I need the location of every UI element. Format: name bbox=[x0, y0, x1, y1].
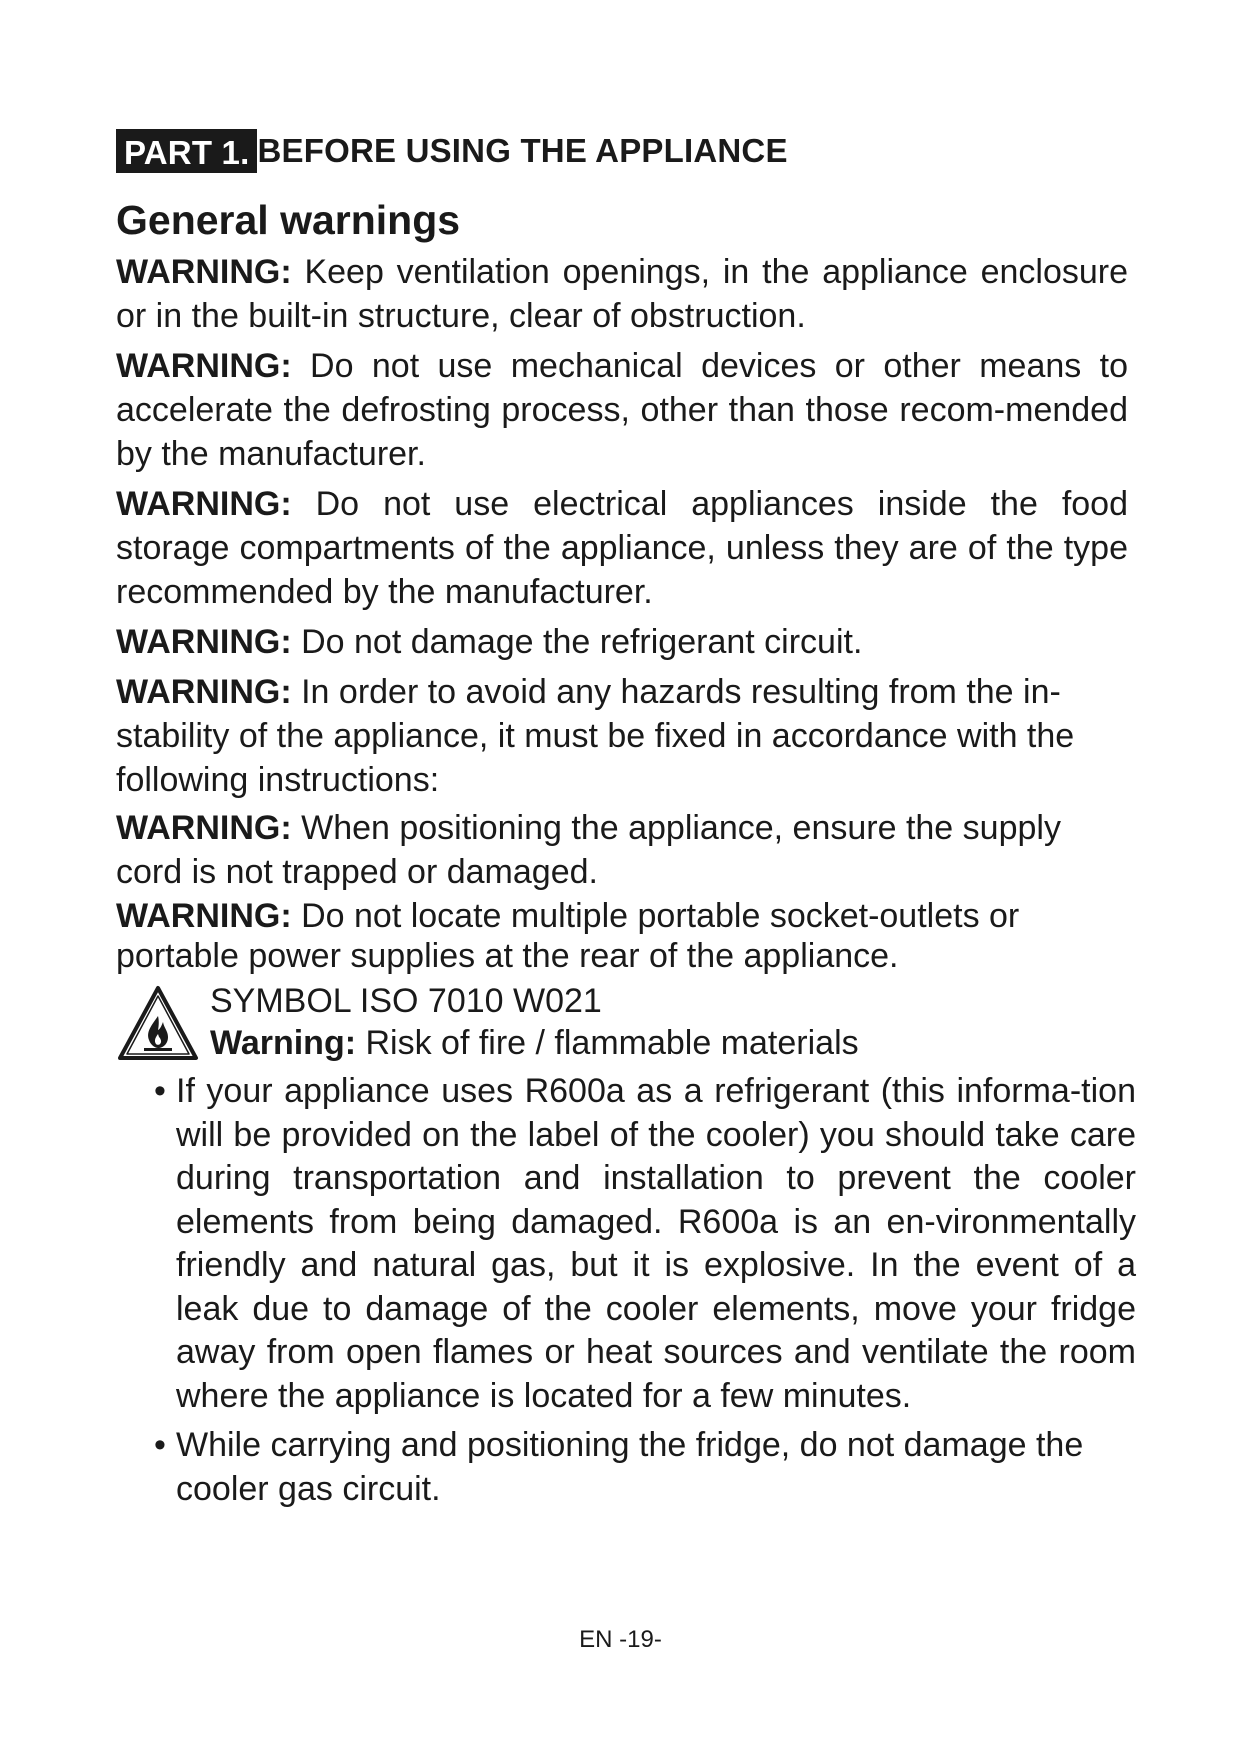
warning-text: Do not use mechanical devices or other means to accelerate the defrosting process, other than those recom-mended by the manufacturer. bbox=[116, 347, 1128, 473]
warning-text: When positioning the appliance, ensure the supply cord is not trapped or damaged. bbox=[116, 809, 1061, 891]
part-title: BEFORE USING THE APPLIANCE bbox=[257, 132, 788, 169]
symbol-warning-text: Risk of fire / flammable materials bbox=[356, 1024, 859, 1062]
section-title: General warnings bbox=[116, 197, 461, 243]
list-item bbox=[116, 1424, 1136, 1511]
warning-text: In order to avoid any hazards resulting from the in-stability of the appliance, it must be fixed in accordance with the following instructions: bbox=[116, 673, 1075, 799]
symbol-block bbox=[116, 980, 1128, 1066]
symbol-text bbox=[210, 980, 859, 1064]
warning-paragraph bbox=[116, 344, 1128, 476]
warning-label: WARNING: bbox=[116, 809, 292, 847]
warning-paragraph bbox=[116, 806, 1128, 894]
flammable-warning-icon bbox=[116, 982, 200, 1066]
symbol-code: SYMBOL ISO 7010 W021 bbox=[210, 982, 602, 1020]
warning-text: Do not damage the refrigerant circuit. bbox=[291, 623, 863, 661]
warning-paragraph bbox=[116, 896, 1128, 976]
bullet-text: While carrying and positioning the fridge, do not damage the cooler gas circuit. bbox=[176, 1426, 1084, 1508]
warning-paragraph bbox=[116, 620, 1128, 664]
warnings-list bbox=[116, 250, 1128, 976]
warning-label: WARNING: bbox=[116, 347, 292, 385]
part-badge: PART 1. bbox=[116, 129, 257, 173]
symbol-warning-label: Warning: bbox=[210, 1024, 357, 1062]
warning-label: WARNING: bbox=[116, 673, 292, 711]
warning-label: WARNING: bbox=[116, 897, 292, 935]
bullet-list bbox=[116, 1070, 1136, 1511]
warning-label: WARNING: bbox=[116, 253, 292, 291]
warning-text: Do not locate multiple portable socket-outlets or portable power supplies at the rear of the appliance. bbox=[116, 897, 1020, 975]
document-page bbox=[116, 128, 1136, 1517]
warning-text: Do not use electrical appliances inside the food storage compartments of the appliance, unless they are of the type recommended by the manufacturer. bbox=[116, 485, 1128, 611]
bullet-marker: • bbox=[154, 1426, 166, 1464]
bullet-marker: • bbox=[154, 1072, 166, 1110]
warning-paragraph bbox=[116, 250, 1128, 338]
part-header bbox=[116, 128, 1128, 174]
symbol-warning-line bbox=[210, 1022, 859, 1064]
warning-label: WARNING: bbox=[116, 623, 292, 661]
bullet-text: If your appliance uses R600a as a refrigerant (this informa-tion will be provided on the label of the cooler) you should take care during transportation and installation to prevent the cooler elements from being damaged. R600a is an en-vironmentally friendly and natural gas, but it is explosive. In the event of a leak due to damage of the cooler elements, move your fridge away from open flames or heat sources and ventilate the room where the appliance is located for a few minutes. bbox=[176, 1072, 1136, 1415]
list-item bbox=[116, 1070, 1136, 1418]
warning-paragraph bbox=[116, 482, 1128, 614]
warning-label: WARNING: bbox=[116, 485, 292, 523]
warning-text: Keep ventilation openings, in the appliance enclosure or in the built-in structure, clear of obstruction. bbox=[116, 253, 1128, 335]
page-number: EN -19- bbox=[579, 1626, 662, 1653]
warning-paragraph bbox=[116, 670, 1128, 802]
